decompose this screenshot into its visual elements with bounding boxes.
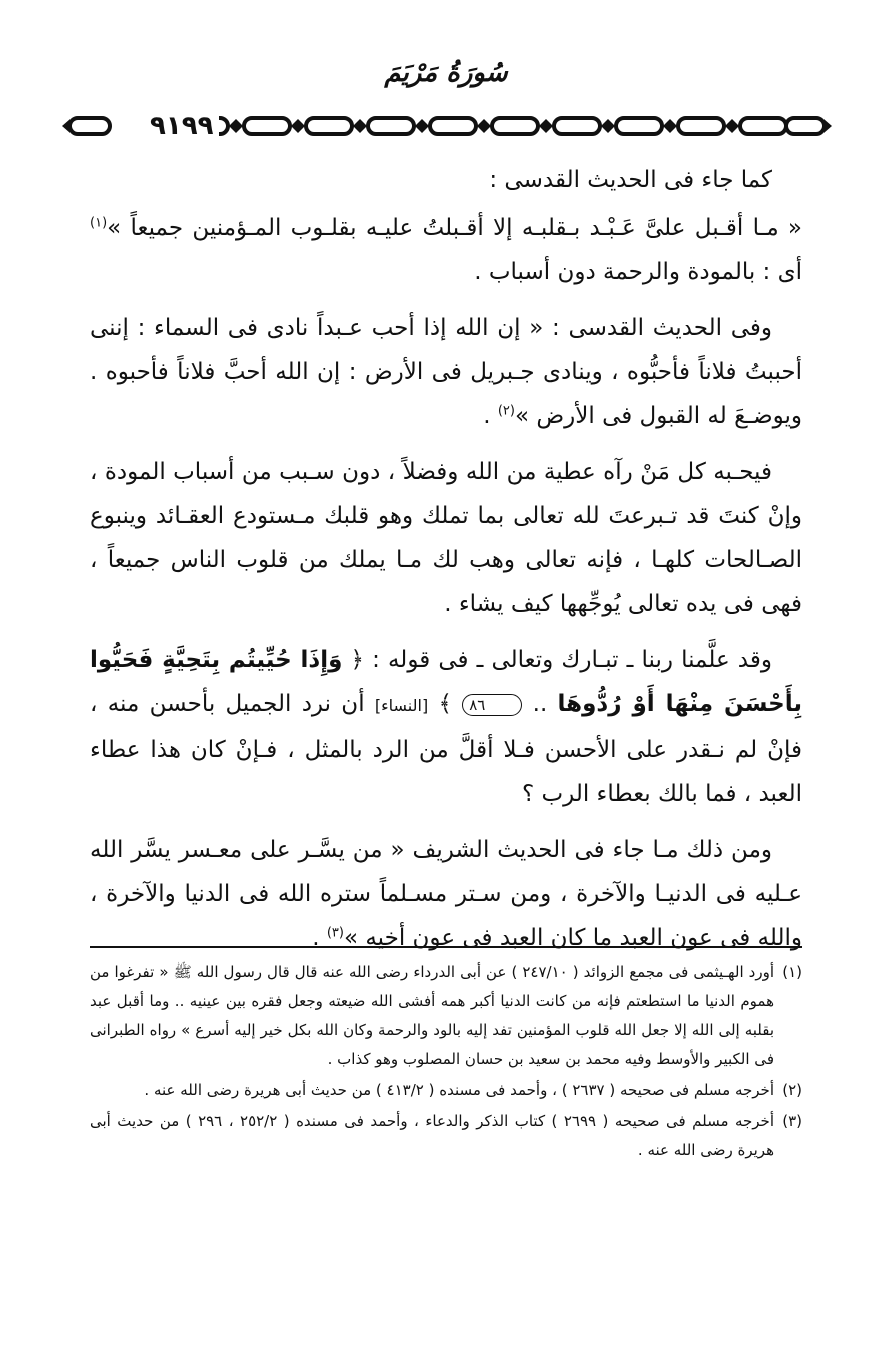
quran-verse: وَإِذَا حُيِّيتُم بِتَحِيَّةٍ فَحَيُّوا بِأَحْسَنَ مِنْهَا أَوْ رُدُّوهَا [90, 647, 802, 717]
footnote-marker-3[interactable]: (٣) [326, 925, 344, 941]
hadith-text: ومن ذلك مـا جاء فى الحديث الشريف « من يسَّـر على معـسر يسَّر الله عـليه فى الدنيـا والآخرة ، ومن سـتر مسـلماً ستره الله فى الدنيا والآخرة ، والله فى عون العبد ما كان العبد فى عون أخيه » [90, 837, 802, 951]
footnote-number: (٣) [782, 1112, 802, 1130]
paragraph-hadith-sharif [90, 828, 802, 960]
hadith-text: وفى الحديث القدسى : « إن الله إذا أحب عـبداً نادى فى السماء : إننى أحببتُ فلاناً فأحبُّوه ، وينادى جـبريل فى الأرض : إن الله أحبَّ فلاناً فأحبوه . ويوضـعَ له القبول فى الأرض » [90, 315, 802, 429]
intro-text: كما جاء فى الحديث القدسى : [489, 167, 772, 193]
surah-reference: [النساء] [374, 696, 429, 715]
footnote-1 [90, 958, 802, 1074]
verse-dots: .. [522, 691, 558, 717]
footnote-text: أخرجه مسلم فى صحيحه ( ٢٦٩٩ ) كتاب الذكر والدعاء ، وأحمد فى مسنده ( ٢٥٢/٢ ، ٢٩٦ ) من حديث أبى هريرة رضى الله عنه . [90, 1112, 774, 1159]
hadith-commentary: أى : بالمودة والرحمة دون أسباب . [474, 259, 802, 285]
sentence-end: . [312, 925, 327, 951]
footnote-text: أورد الهـيثمى فى مجمع الزوائد ( ٢٤٧/١٠ ) عن أبى الدرداء رضى الله عنه قال قال رسول الله ﷺ « تفرغوا من هموم الدنيا ما استطعتم فإنه من كانت الدنيا أكبر همه أفشى الله ضيعته وجعل فقره بين عينيه .. وما أقبل عبد بقلبه إلى الله إلا جعل الله قلوب المؤمنين تفد إليه بالود والرحمة وكان الله بكل خير إليه أسرع » رواه الطبرانى فى الكبير والأوسط وفيه محمد بن سعيد بن حسان المصلوب وهو كذاب . [90, 963, 775, 1068]
paragraph-hadith-qudsi-2 [90, 306, 802, 438]
paragraph-quran-verse [90, 638, 802, 816]
footnote-marker-2[interactable]: (٢) [497, 403, 515, 419]
commentary-text: فيحـبه كل مَنْ رآه عطية من الله وفضلاً ، دون سـبب من أسباب المودة ، وإنْ كنتَ قد تـبرعتَ لله تعالى بما تملك وهو قلبك مـستودع العقـائد وينبوع الصـالحات كلهـا ، فإنه تعالى وهب لك مـا يملك من قلوب الناس جميعاً ، فهى فى يده تعالى يُوجِّهها كيف يشاء . [90, 459, 802, 617]
footnote-marker-1[interactable]: (١) [90, 215, 108, 231]
footnote-number: (١) [782, 963, 802, 981]
ayah-number-badge: ٨٦ [462, 694, 522, 716]
main-text [90, 158, 802, 972]
footnote-2 [90, 1076, 802, 1105]
verse-intro: وقد علَّمنا ربنا ـ تبـارك وتعالى ـ فى قوله : ﴿ [342, 647, 772, 673]
hadith-text: « مـا أقـبل علىَّ عَـبْـد بـقلبـه إلا أقـبلتُ عليـه بقلـوب المـؤمنين جميعاً » [107, 215, 802, 241]
page-number: ٩١٩٩ [144, 108, 219, 144]
ornamental-header-band [62, 108, 832, 144]
footnote-text: أخرجه مسلم فى صحيحه ( ٢٦٣٧ ) ، وأحمد فى مسنده ( ٤١٣/٢ ) من حديث أبى هريرة رضى الله عنه . [144, 1081, 774, 1099]
surah-title: سُورَةُ مَرْيَمَ [384, 58, 508, 88]
footnote-3 [90, 1107, 802, 1165]
paragraph-intro [90, 158, 802, 202]
footnote-number: (٢) [782, 1081, 802, 1099]
verse-close-bracket: ﴾ [428, 691, 463, 717]
footnotes [90, 958, 802, 1167]
footnote-divider [90, 946, 802, 948]
verse-commentary: أن نرد الجميل بأحسن منه ، فإنْ لم نـقدر على الأحسن فـلا أقلَّ من الرد بالمثل ، فـإنْ كان هذا عطاء العبد ، فما بالك بعطاء الرب ؟ [90, 691, 802, 807]
paragraph-hadith-qudsi-1 [90, 206, 802, 294]
sentence-end: . [483, 403, 498, 429]
paragraph-commentary [90, 450, 802, 626]
